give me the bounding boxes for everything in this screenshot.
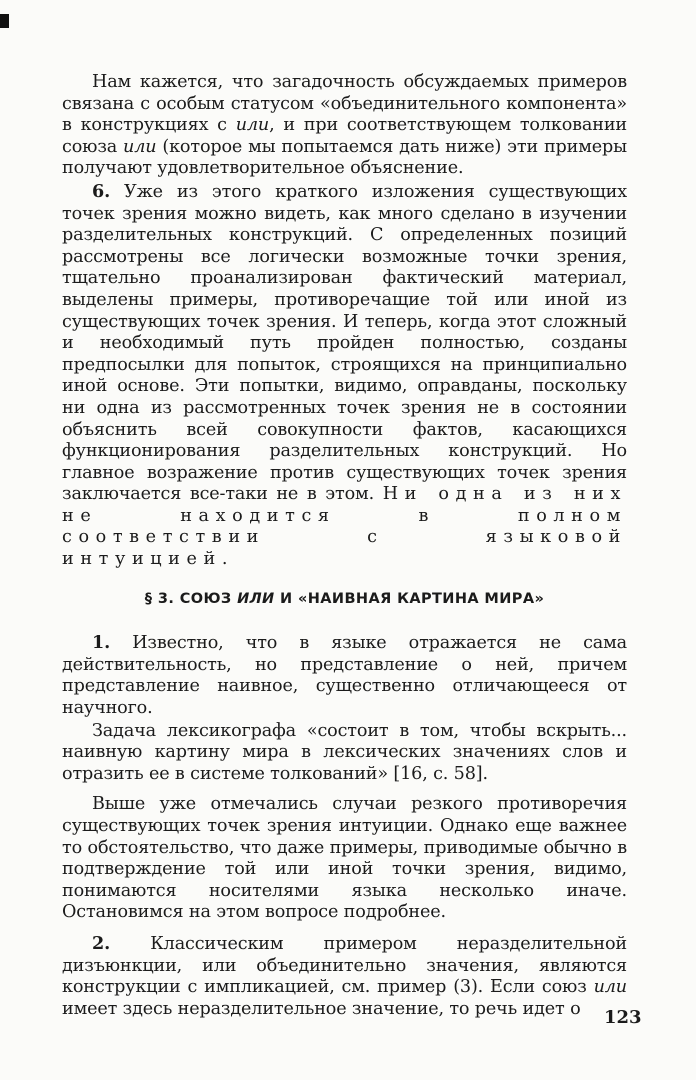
text-run: , и при соответствующем толковании союза bbox=[62, 115, 628, 157]
heading-italic-term: ИЛИ bbox=[237, 590, 275, 607]
text-run: Известно, что в языке отражается не сама действительность, но представление о ней, причем представление наивное, существенно отличающееся от научного. bbox=[62, 633, 627, 719]
section-paragraph-1-cont bbox=[62, 794, 627, 924]
paragraph-number: 6. bbox=[92, 180, 111, 202]
italic-term: или bbox=[235, 115, 270, 136]
text-run: Задача лексикографа «состоит в том, чтобы вскрыть... наивную картину мира в лексических значениях слов и отразить ее в системе толкований» [16, с. 58]. bbox=[62, 720, 627, 784]
text-run: (которое мы попытаемся дать ниже) эти примеры получают удовлетворительное объяснение. bbox=[62, 136, 627, 179]
paragraph-6 bbox=[62, 181, 627, 571]
text-run: имеет здесь неразделительное значение, то речь идет о bbox=[62, 998, 581, 1019]
italic-term: или bbox=[123, 136, 157, 157]
heading-suffix: И «НАИВНАЯ КАРТИНА МИРА» bbox=[274, 590, 545, 607]
section-heading bbox=[62, 589, 627, 611]
book-page-text bbox=[62, 72, 627, 1020]
heading-prefix: § 3. СОЮЗ bbox=[144, 590, 238, 607]
paragraph-number: 2. bbox=[92, 932, 111, 954]
scan-margin-mark bbox=[0, 14, 9, 28]
paragraph-number: 1. bbox=[92, 632, 111, 654]
paragraph-intro bbox=[62, 72, 627, 180]
text-run: Классическим примером неразделительной дизъюнкции, или объединительно значения, являются конструкции с импликацией, см. пример (3). Если союз bbox=[62, 933, 627, 998]
page-number: 123 bbox=[604, 1007, 642, 1028]
section-paragraph-2 bbox=[62, 933, 627, 1020]
italic-term: или bbox=[593, 977, 627, 998]
section-paragraph-1 bbox=[62, 632, 627, 719]
text-run: Выше уже отмечались случаи резкого противоречия существующих точек зрения интуиции. Однако еще важнее то обстоятельство, что даже примеры, приводимые обычно в подтверждение той или иной точки зрения, видимо, понимаются носителями языка несколько иначе. Остановимся на этом вопросе подробнее. bbox=[62, 794, 627, 923]
text-run: Уже из этого краткого изложения существующих точек зрения можно видеть, как много сделано в изучении разделительных конструкций. С определенных позиций рассмотрены все логически возможные точки зрения, тщательно проанализирован фактический материал, выделены примеры, противоречащие той или иной из существующих точек зрения. И теперь, когда этот сложный и необходимый путь пройден полностью, созданы предпосылки для попыток, строящихся на принципиально иной основе. Эти попытки, видимо, оправданы, поскольку ни одна из рассмотренных точек зрения не в состоянии объяснить всей совокупности фактов, касающихся функционирования разделительных конструкций. Но главное возражение против существующих точек зрения заключается все-таки не в этом. bbox=[62, 181, 627, 505]
section-paragraph-1-quote bbox=[62, 721, 627, 786]
text-run: Нам кажется, что загадочность обсуждаемых примеров связана с особым статусом «объединительного компонента» в конструкциях с bbox=[62, 72, 627, 136]
spaced-emphasis: Ни одна из них не находится в полном соответствии с языковой интуицией. bbox=[62, 484, 627, 570]
